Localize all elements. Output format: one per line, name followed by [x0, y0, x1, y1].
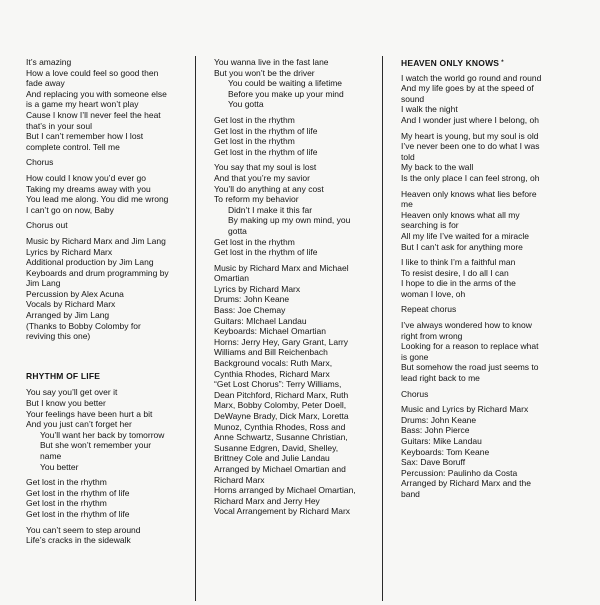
- text-line: Arranged by Michael Omartian and: [214, 463, 346, 474]
- text-line: Horns arranged by Michael Omartian,: [214, 485, 356, 496]
- text-line: told: [401, 151, 415, 162]
- text-line: Background vocals: Ruth Marx,: [214, 358, 333, 369]
- lyrics-block: [401, 320, 541, 384]
- text-line: “Get Lost Chorus”: Terry Williams,: [214, 379, 342, 390]
- text-line: It’s amazing: [26, 57, 72, 67]
- text-line: is gone: [401, 351, 429, 362]
- text-line: Repeat chorus: [401, 304, 457, 315]
- text-line: Marx, Bobby Colomby, Peter Doell,: [214, 400, 347, 411]
- text-line: I walk the night: [401, 104, 458, 115]
- song-title-rhythm-of-life: RHYTHM OF LIFE: [26, 370, 101, 381]
- text-line: Get lost in the rhythm: [26, 498, 107, 509]
- text-line: Lyrics by Richard Marx: [214, 283, 301, 294]
- text-line: searching is for: [401, 220, 459, 231]
- text-line: Brittney Cole and Julie Landau: [214, 453, 330, 464]
- text-line: But I know you better: [26, 398, 106, 409]
- lyrics-block: [214, 115, 356, 157]
- column-divider-1: [195, 56, 196, 601]
- text-line: (Thanks to Bobby Colomby for: [26, 320, 141, 331]
- text-line: band: [401, 488, 420, 499]
- chorus-label: [26, 157, 169, 168]
- text-line: Music by Richard Marx and Michael: [214, 262, 349, 273]
- text-line: How a love could feel so good then: [26, 67, 159, 78]
- text-line: Percussion by Alex Acuna: [26, 288, 124, 299]
- text-line: Before you make up your mind: [228, 88, 344, 99]
- text-line: gotta: [228, 225, 247, 236]
- text-line: I’ve never been one to do what I was: [401, 141, 540, 152]
- text-line: Keyboards: Tom Keane: [401, 446, 490, 457]
- text-line: By making up my own mind, you: [228, 215, 351, 226]
- text-line: How could I know you’d ever go: [26, 172, 147, 183]
- text-line: Percussion: Paulinho da Costa: [401, 467, 518, 478]
- text-line: that’s in your soul: [26, 120, 92, 131]
- text-line: You’ll want her back by tomorrow: [40, 429, 165, 440]
- text-line: complete control. Tell me: [26, 141, 120, 152]
- text-line: Susanne Edgren, David, Shelley,: [214, 442, 339, 453]
- text-line: Cynthia Rhodes, Richard Marx: [214, 368, 330, 379]
- text-line: My back to the wall: [401, 162, 474, 173]
- text-line: I like to think I’m a faithful man: [401, 257, 516, 268]
- text-line: Looking for a reason to replace what: [401, 341, 539, 352]
- text-line: All my life I’ve waited for a miracle: [401, 230, 530, 241]
- text-line: Omartian: [214, 273, 249, 284]
- column-2: [214, 57, 356, 517]
- text-line: Your feelings have been hurt a bit: [26, 408, 153, 419]
- text-line: Keyboards and drum programming by: [26, 267, 169, 278]
- credits-block: [401, 404, 541, 499]
- text-line: sound: [401, 93, 425, 104]
- text-line: Is the only place I can feel strong, oh: [401, 172, 540, 183]
- text-line: Drums: John Keane: [401, 414, 477, 425]
- text-line: Jim Lang: [26, 278, 61, 289]
- text-line: And replacing you with someone else: [26, 88, 167, 99]
- text-line: Get lost in the rhythm: [214, 136, 295, 147]
- text-line: But she won’t remember your: [40, 440, 152, 451]
- text-line: Dean Pitchford, Richard Marx, Ruth: [214, 389, 349, 400]
- text-line: You gotta: [228, 99, 264, 110]
- text-line: You say that my soul is lost: [214, 162, 317, 173]
- text-line: is a game my heart won’t play: [26, 99, 139, 110]
- text-line: Life’s cracks in the sidewalk: [26, 535, 131, 546]
- text-line: woman I love, oh: [401, 288, 466, 299]
- text-line: I watch the world go round and round: [401, 72, 542, 83]
- text-line: Chorus: [26, 157, 54, 168]
- text-line: Get lost in the rhythm: [26, 477, 107, 488]
- text-line: name: [40, 451, 62, 461]
- text-line: And I wonder just where I belong, oh: [401, 114, 539, 125]
- text-line: But I can’t remember how I lost: [26, 131, 144, 142]
- text-line: You lead me along. You did me wrong: [26, 194, 169, 205]
- text-line: Chorus: [401, 388, 429, 399]
- footnote-mark: *: [501, 60, 504, 66]
- text-line: Cause I know I’ll never feel the heat: [26, 109, 161, 120]
- text-line: Anne Schwartz, Susanne Christian,: [214, 432, 348, 443]
- text-line: Drums: John Keane: [214, 294, 290, 305]
- text-line: lead right back to me: [401, 373, 480, 384]
- text-line: Richard Marx and Jerry Hey: [214, 495, 320, 506]
- text-line: And my life goes by at the speed of: [401, 83, 534, 94]
- text-line: I can’t go on now, Baby: [26, 204, 114, 215]
- text-line: right from wrong: [401, 330, 463, 341]
- text-line: me: [401, 199, 413, 210]
- lyrics-block: [26, 477, 169, 519]
- text-line: You say you’ll get over it: [26, 387, 118, 398]
- text-line: But I can’t ask for anything more: [401, 241, 523, 252]
- text-line: Williams and Bill Reichenbach: [214, 347, 328, 358]
- repeat-chorus-label: [401, 304, 541, 315]
- text-line: To resist desire, I do all I can: [401, 267, 509, 278]
- lyrics-block: [401, 257, 541, 299]
- text-line: Get lost in the rhythm: [214, 114, 295, 125]
- text-line: Chorus out: [26, 220, 68, 231]
- text-line: Horns: Jerry Hey, Gary Grant, Larry: [214, 336, 348, 347]
- text-line: And that you’re my savior: [214, 172, 310, 183]
- lyrics-block: [26, 57, 169, 152]
- text-line: But you won’t be the driver: [214, 67, 315, 78]
- lyrics-block: [26, 387, 169, 472]
- lyrics-block: [401, 131, 541, 184]
- text-line: Get lost in the rhythm of life: [26, 487, 130, 498]
- chorus-out-label: [26, 220, 169, 231]
- text-line: Get lost in the rhythm: [214, 236, 295, 247]
- credits-block: [214, 263, 356, 517]
- text-line: Vocals by Richard Marx: [26, 299, 116, 310]
- text-line: Bass: John Pierce: [401, 425, 470, 436]
- column-divider-2: [382, 56, 383, 601]
- text-line: reviving this one): [26, 331, 91, 342]
- text-line: You better: [40, 461, 79, 472]
- text-line: Lyrics by Richard Marx: [26, 246, 113, 257]
- text-line: Sax: Dave Boruff: [401, 457, 466, 468]
- text-line: Taking my dreams away with you: [26, 183, 151, 194]
- text-line: Heaven only knows what lies before: [401, 188, 537, 199]
- text-line: Music and Lyrics by Richard Marx: [401, 404, 529, 415]
- text-line: Didn’t I make it this far: [228, 204, 313, 215]
- text-line: fade away: [26, 78, 65, 89]
- text-line: Heaven only knows what all my: [401, 209, 520, 220]
- text-line: Keyboards: Michael Omartian: [214, 326, 326, 337]
- text-line: Guitars: Mike Landau: [401, 436, 482, 446]
- lyrics-block: [214, 57, 356, 110]
- text-line: Arranged by Jim Lang: [26, 310, 110, 321]
- text-line: Guitars: MIchael Landau: [214, 315, 307, 326]
- text-line: And you just can’t forget her: [26, 419, 132, 430]
- text-line: My heart is young, but my soul is old: [401, 130, 539, 141]
- column-1: [26, 57, 169, 546]
- text-line: I’ve always wondered how to know: [401, 320, 532, 331]
- chorus-block: [401, 189, 541, 253]
- text-line: DeWayne Brady, Dick Marx, Loretta: [214, 411, 349, 421]
- text-line: Vocal Arrangement by Richard Marx: [214, 506, 351, 517]
- lyrics-block: [26, 525, 169, 546]
- text-line: Additional production by Jim Lang: [26, 257, 154, 268]
- lyrics-block: [214, 162, 356, 257]
- text-line: You could be waiting a lifetime: [228, 78, 343, 89]
- text-line: Music by Richard Marx and Jim Lang: [26, 235, 166, 246]
- credits-block: [26, 236, 169, 342]
- lyrics-block: [26, 173, 169, 215]
- text-line: You’ll do anything at any cost: [214, 183, 324, 194]
- text-line: You wanna live in the fast lane: [214, 57, 329, 67]
- text-line: Get lost in the rhythm of life: [26, 508, 130, 519]
- text-line: Richard Marx: [214, 474, 265, 485]
- text-line: Get lost in the rhythm of life: [214, 247, 318, 258]
- text-line: I hope to die in the arms of the: [401, 278, 516, 289]
- text-line: Arranged by Richard Marx and the: [401, 478, 531, 489]
- lyrics-block: [401, 73, 541, 126]
- text-line: You can’t seem to step around: [26, 524, 141, 535]
- text-line: Munoz, Cynthia Rhodes, Ross and: [214, 421, 346, 432]
- text-line: But somehow the road just seems to: [401, 362, 539, 373]
- song-title-heaven-only-knows: [401, 58, 541, 69]
- song-title-text: HEAVEN ONLY KNOWS: [401, 58, 500, 68]
- chorus-label: [401, 389, 541, 400]
- text-line: Get lost in the rhythm of life: [214, 146, 318, 157]
- text-line: Bass: Joe Chemay: [214, 305, 286, 316]
- text-line: To reform my behavior: [214, 194, 299, 205]
- text-line: Get lost in the rhythm of life: [214, 125, 318, 136]
- column-3: [401, 57, 541, 500]
